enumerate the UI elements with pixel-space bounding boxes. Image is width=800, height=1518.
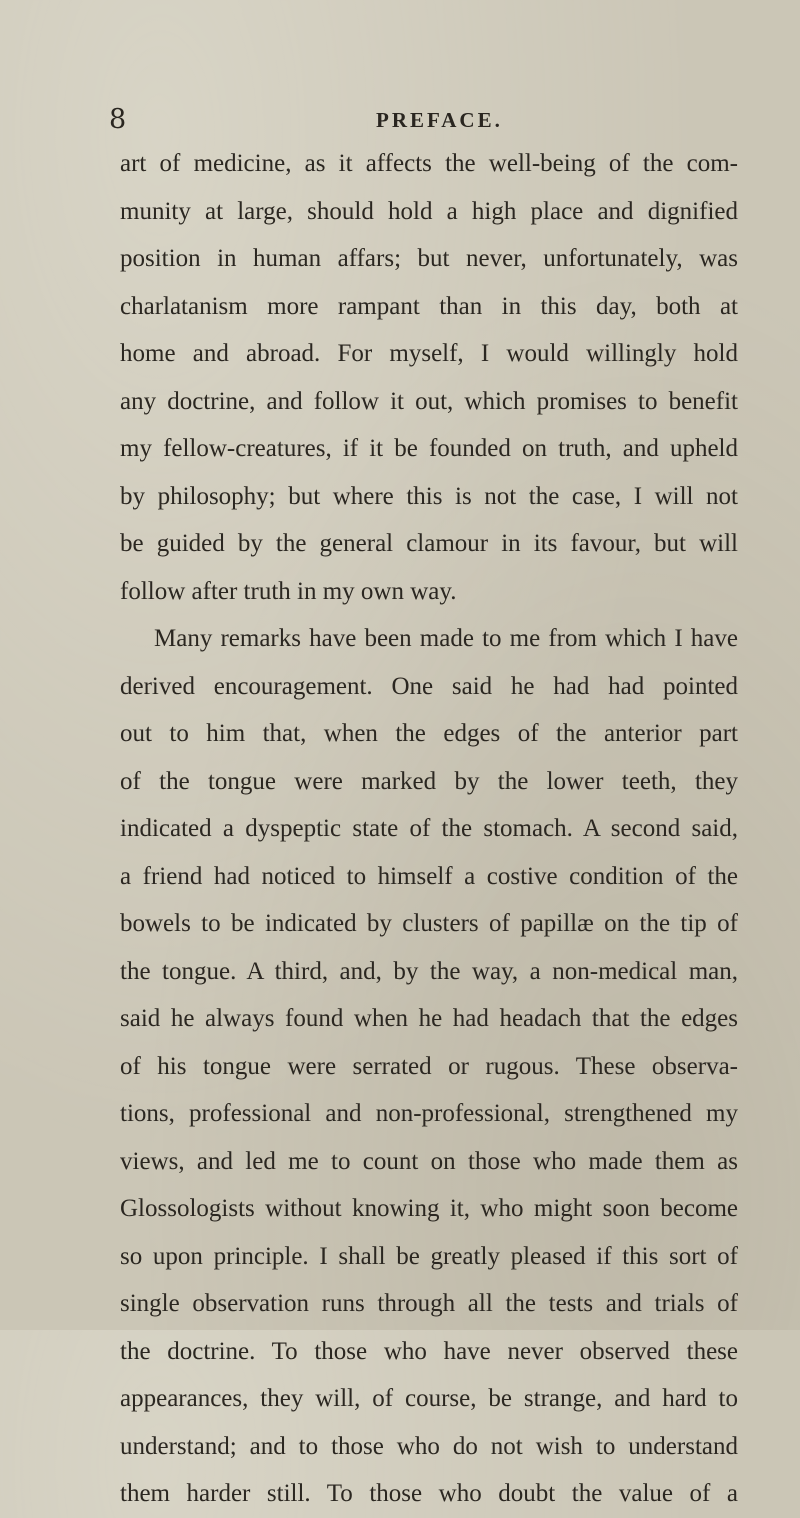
text-line: out to him that, when the edges of the anterior part: [120, 720, 738, 747]
text-line: derived encouragement. One said he had had pointed: [120, 672, 738, 700]
text-line: charlatanism more rampant than in this day, both at: [120, 292, 738, 320]
text-line: single observation runs through all the tests and trials of: [120, 1290, 738, 1317]
text-line: understand; and to those who do not wish to understand: [120, 1432, 738, 1460]
text-line: any doctrine, and follow it out, which promises to benefit: [120, 387, 738, 415]
text-line: indicated a dyspeptic state of the stomach. A second said,: [120, 815, 738, 842]
text-line: home and abroad. For myself, I would willingly hold: [120, 340, 738, 367]
text-line: tions, professional and non-professional, strengthened my: [120, 1100, 738, 1127]
text-line: art of medicine, as it affects the well-being of the com-: [120, 150, 738, 177]
text-line: of the tongue were marked by the lower teeth, they: [120, 767, 738, 795]
text-line: a friend had noticed to himself a costive condition of the: [120, 862, 738, 890]
running-head: PREFACE.: [376, 108, 503, 132]
body-text: [120, 140, 738, 1518]
page-number: 8: [109, 104, 127, 135]
paragraph-end-line: follow after truth in my own way.: [120, 577, 457, 605]
paragraph-start-line: Many remarks have been made to me from which I have: [154, 625, 738, 652]
text-line: my fellow-creatures, if it be founded on truth, and upheld: [120, 435, 738, 462]
text-line: of his tongue were serrated or rugous. These observa-: [120, 1052, 738, 1080]
text-line: by philosophy; but where this is not the case, I will not: [120, 482, 738, 510]
text-line: views, and led me to count on those who made them as: [120, 1147, 738, 1175]
text-line: bowels to be indicated by clusters of papillæ on the tip of: [120, 910, 738, 937]
text-line: position in human affars; but never, unfortunately, was: [120, 245, 738, 272]
text-line: them harder still. To those who doubt the value of a: [120, 1480, 738, 1507]
text-line: appearances, they will, of course, be strange, and hard to: [120, 1385, 738, 1412]
text-line: the tongue. A third, and, by the way, a non-medical man,: [120, 957, 738, 985]
text-line: Glossologists without knowing it, who might soon become: [120, 1195, 738, 1222]
page-header: [0, 102, 800, 142]
text-line: munity at large, should hold a high place and dignified: [120, 197, 738, 225]
text-line: be guided by the general clamour in its favour, but will: [120, 530, 738, 557]
text-line: the doctrine. To those who have never observed these: [120, 1337, 738, 1365]
text-line: so upon principle. I shall be greatly pleased if this sort of: [120, 1242, 738, 1270]
text-line: said he always found when he had headach that the edges: [120, 1005, 738, 1032]
